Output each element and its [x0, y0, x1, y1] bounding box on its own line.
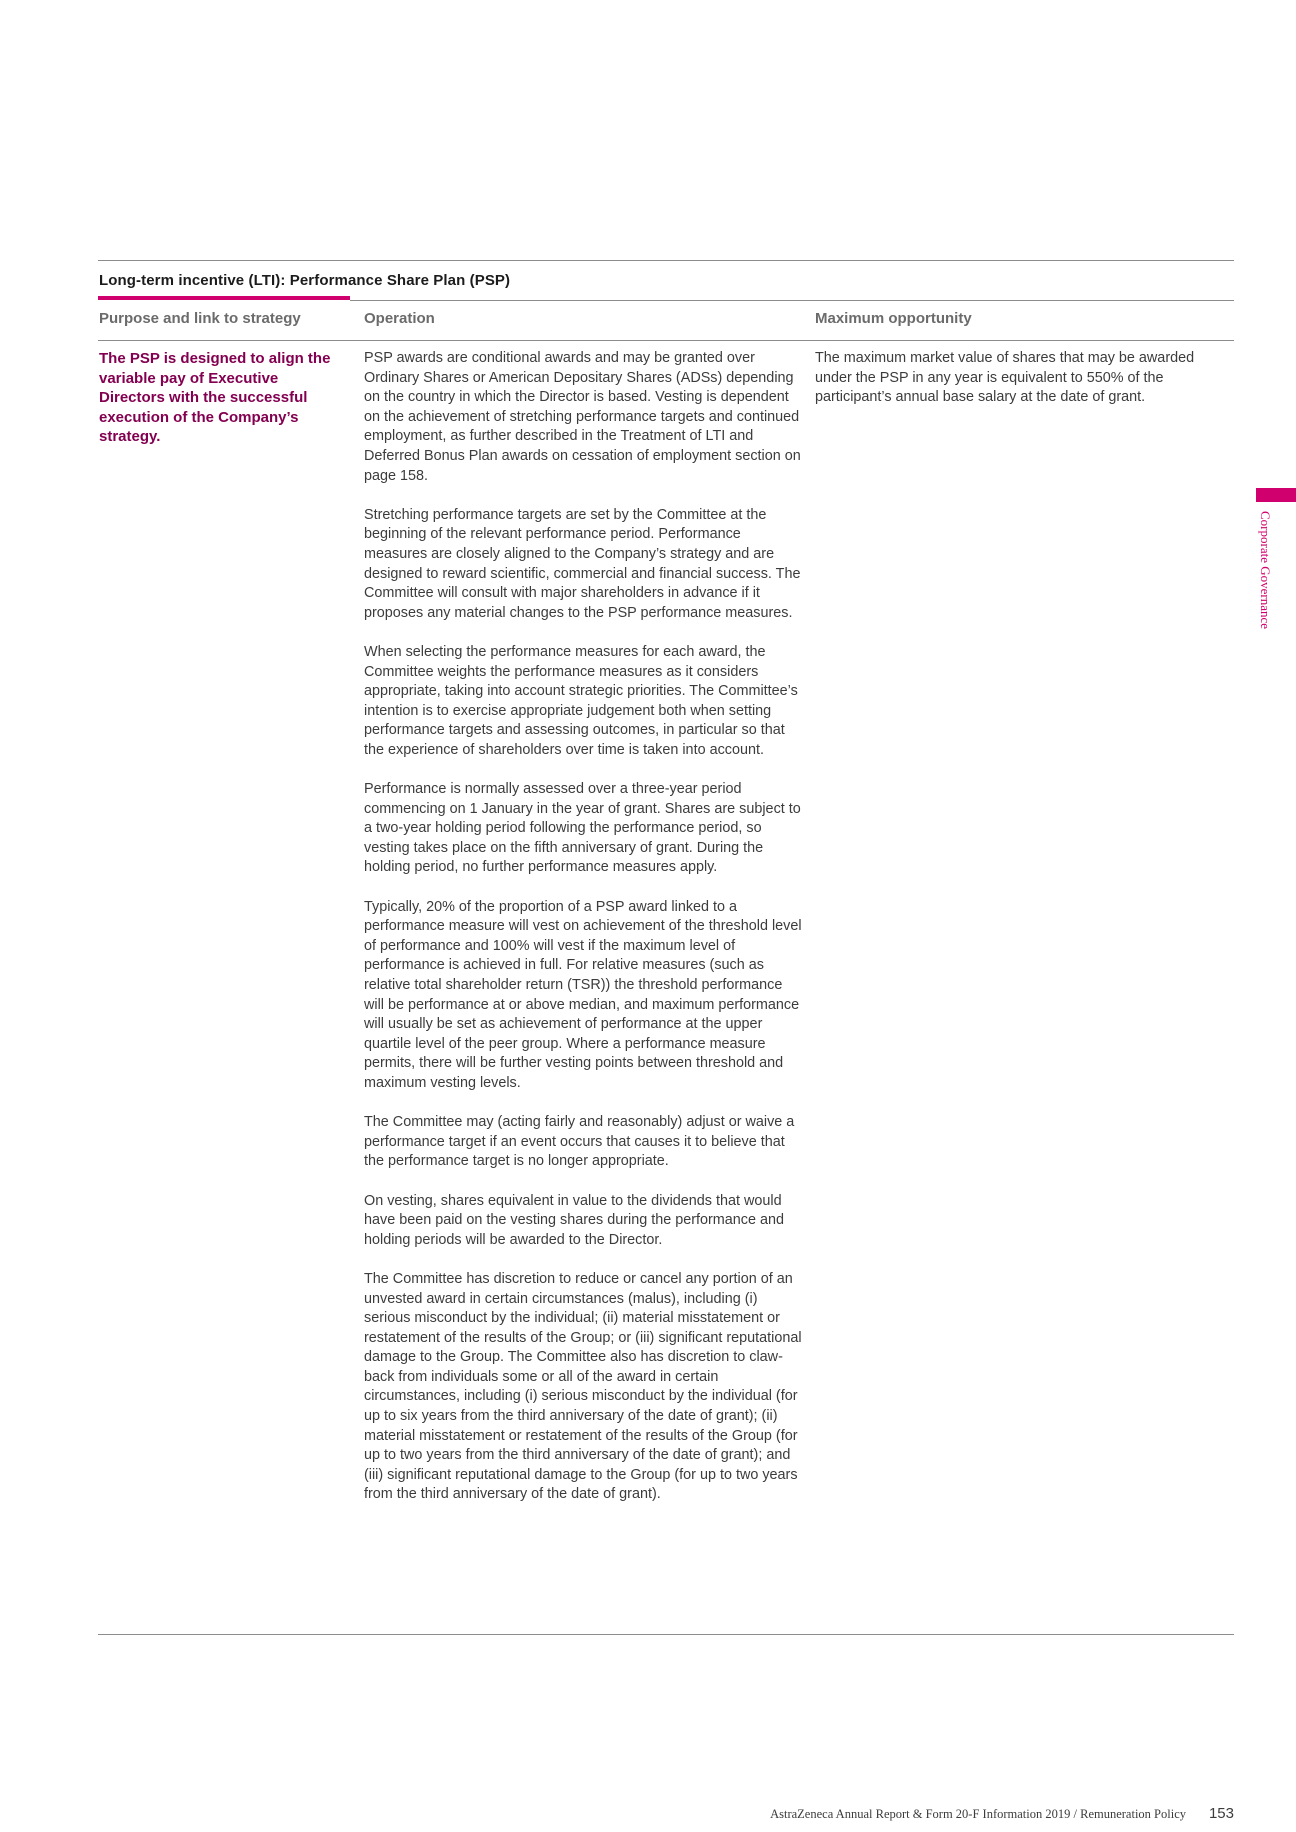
section-title: Long-term incentive (LTI): Performance Share Plan (PSP) [99, 272, 511, 289]
section-tab-marker [1256, 488, 1296, 502]
operation-paragraph: Typically, 20% of the proportion of a PSP award linked to a performance measure will vest on achievement of the threshold level of performance and 100% will vest if the maximum level of performance is achieved in full. For relative measures (such as relative total shareholder return (TSR)) the threshold performance will be performance at or above median, and maximum performance will usually be set as achievement of performance at the upper quartile level of the peer group. Where a performance measure permits, there will be further vesting points between threshold and maximum vesting levels. [364, 898, 802, 1091]
operation-paragraph: When selecting the performance measures for each award, the Committee weights the performance measures as it considers appropriate, taking into account strategic priorities. The Committee’s intention is to exercise appropriate judgement both when setting performance targets and assessing outcomes, in particular so that the experience of shareholders over time is taken into account. [364, 643, 798, 758]
maximum-opportunity-text: The maximum market value of shares that may be awarded under the PSP in any year is equivalent to 550% of the participant’s annual base salary at the date of grant. [815, 350, 1195, 406]
top-rule [98, 260, 1234, 261]
column-header-operation: Operation [364, 310, 435, 327]
operation-paragraph: The Committee may (acting fairly and reasonably) adjust or waive a performance target if an event occurs that causes it to believe that the performance target is no longer appropriate. [364, 1114, 795, 1170]
title-underline-rule [350, 300, 1234, 301]
operation-column [364, 349, 804, 1525]
operation-paragraph: PSP awards are conditional awards and may be granted over Ordinary Shares or American Depositary Shares (ADSs) depending on the country in which the Director is based. Vesting is dependent on the achievement of stretching performance targets and continued employment, as further described in the Treatment of LTI and Deferred Bonus Plan awards on cessation of employment section on page 158. [364, 350, 801, 484]
accent-bar [98, 296, 350, 300]
operation-paragraph: Stretching performance targets are set by the Committee at the beginning of the relevant performance period. Performance measures are closely aligned to the Company’s strategy and are designed to reward scientific, commercial and financial success. The Committee will consult with major shareholders in advance if it proposes any material changes to the PSP performance measures. [364, 506, 801, 621]
column-header-maximum: Maximum opportunity [815, 310, 972, 327]
operation-paragraph: On vesting, shares equivalent in value to the dividends that would have been paid on the vesting shares during the performance and holding periods will be awarded to the Director. [364, 1192, 785, 1248]
side-section-label [1258, 511, 1283, 646]
page-number: 153 [1208, 1805, 1234, 1822]
header-rule [98, 340, 1234, 341]
purpose-text: The PSP is designed to align the variable pay of Executive Directors with the successful execution of the Company’s strategy. [99, 350, 331, 446]
operation-paragraph: Performance is normally assessed over a three-year period commencing on 1 January in the year of grant. Shares are subject to a two-year holding period following the performance period, so vesting takes place on the fifth anniversary of grant. During the holding period, no further performance measures apply. [364, 781, 801, 876]
operation-paragraph: The Committee has discretion to reduce or cancel any portion of an unvested award in certain circumstances (malus), including (i) serious misconduct by the individual; (ii) material misstatement or restatement of the results of the Group; or (iii) significant reputational damage to the Group. The Committee also has discretion to claw-back from individuals some or all of the award in certain circumstances, including (i) serious misconduct by the individual (for up to six years from the third anniversary of the date of grant); (ii) material misstatement or restatement of the results of the Group (for up to two years from the third anniversary of the date of grant); and (iii) significant reputational damage to the Group (for up to two years from the third anniversary of the date of grant). [364, 1270, 802, 1503]
bottom-rule [98, 1634, 1234, 1635]
column-header-purpose: Purpose and link to strategy [99, 310, 301, 327]
side-section-label-text: Corporate Governance [1258, 511, 1273, 630]
footer-text: AstraZeneca Annual Report & Form 20-F Information 2019 / Remuneration Policy [770, 1807, 1186, 1821]
